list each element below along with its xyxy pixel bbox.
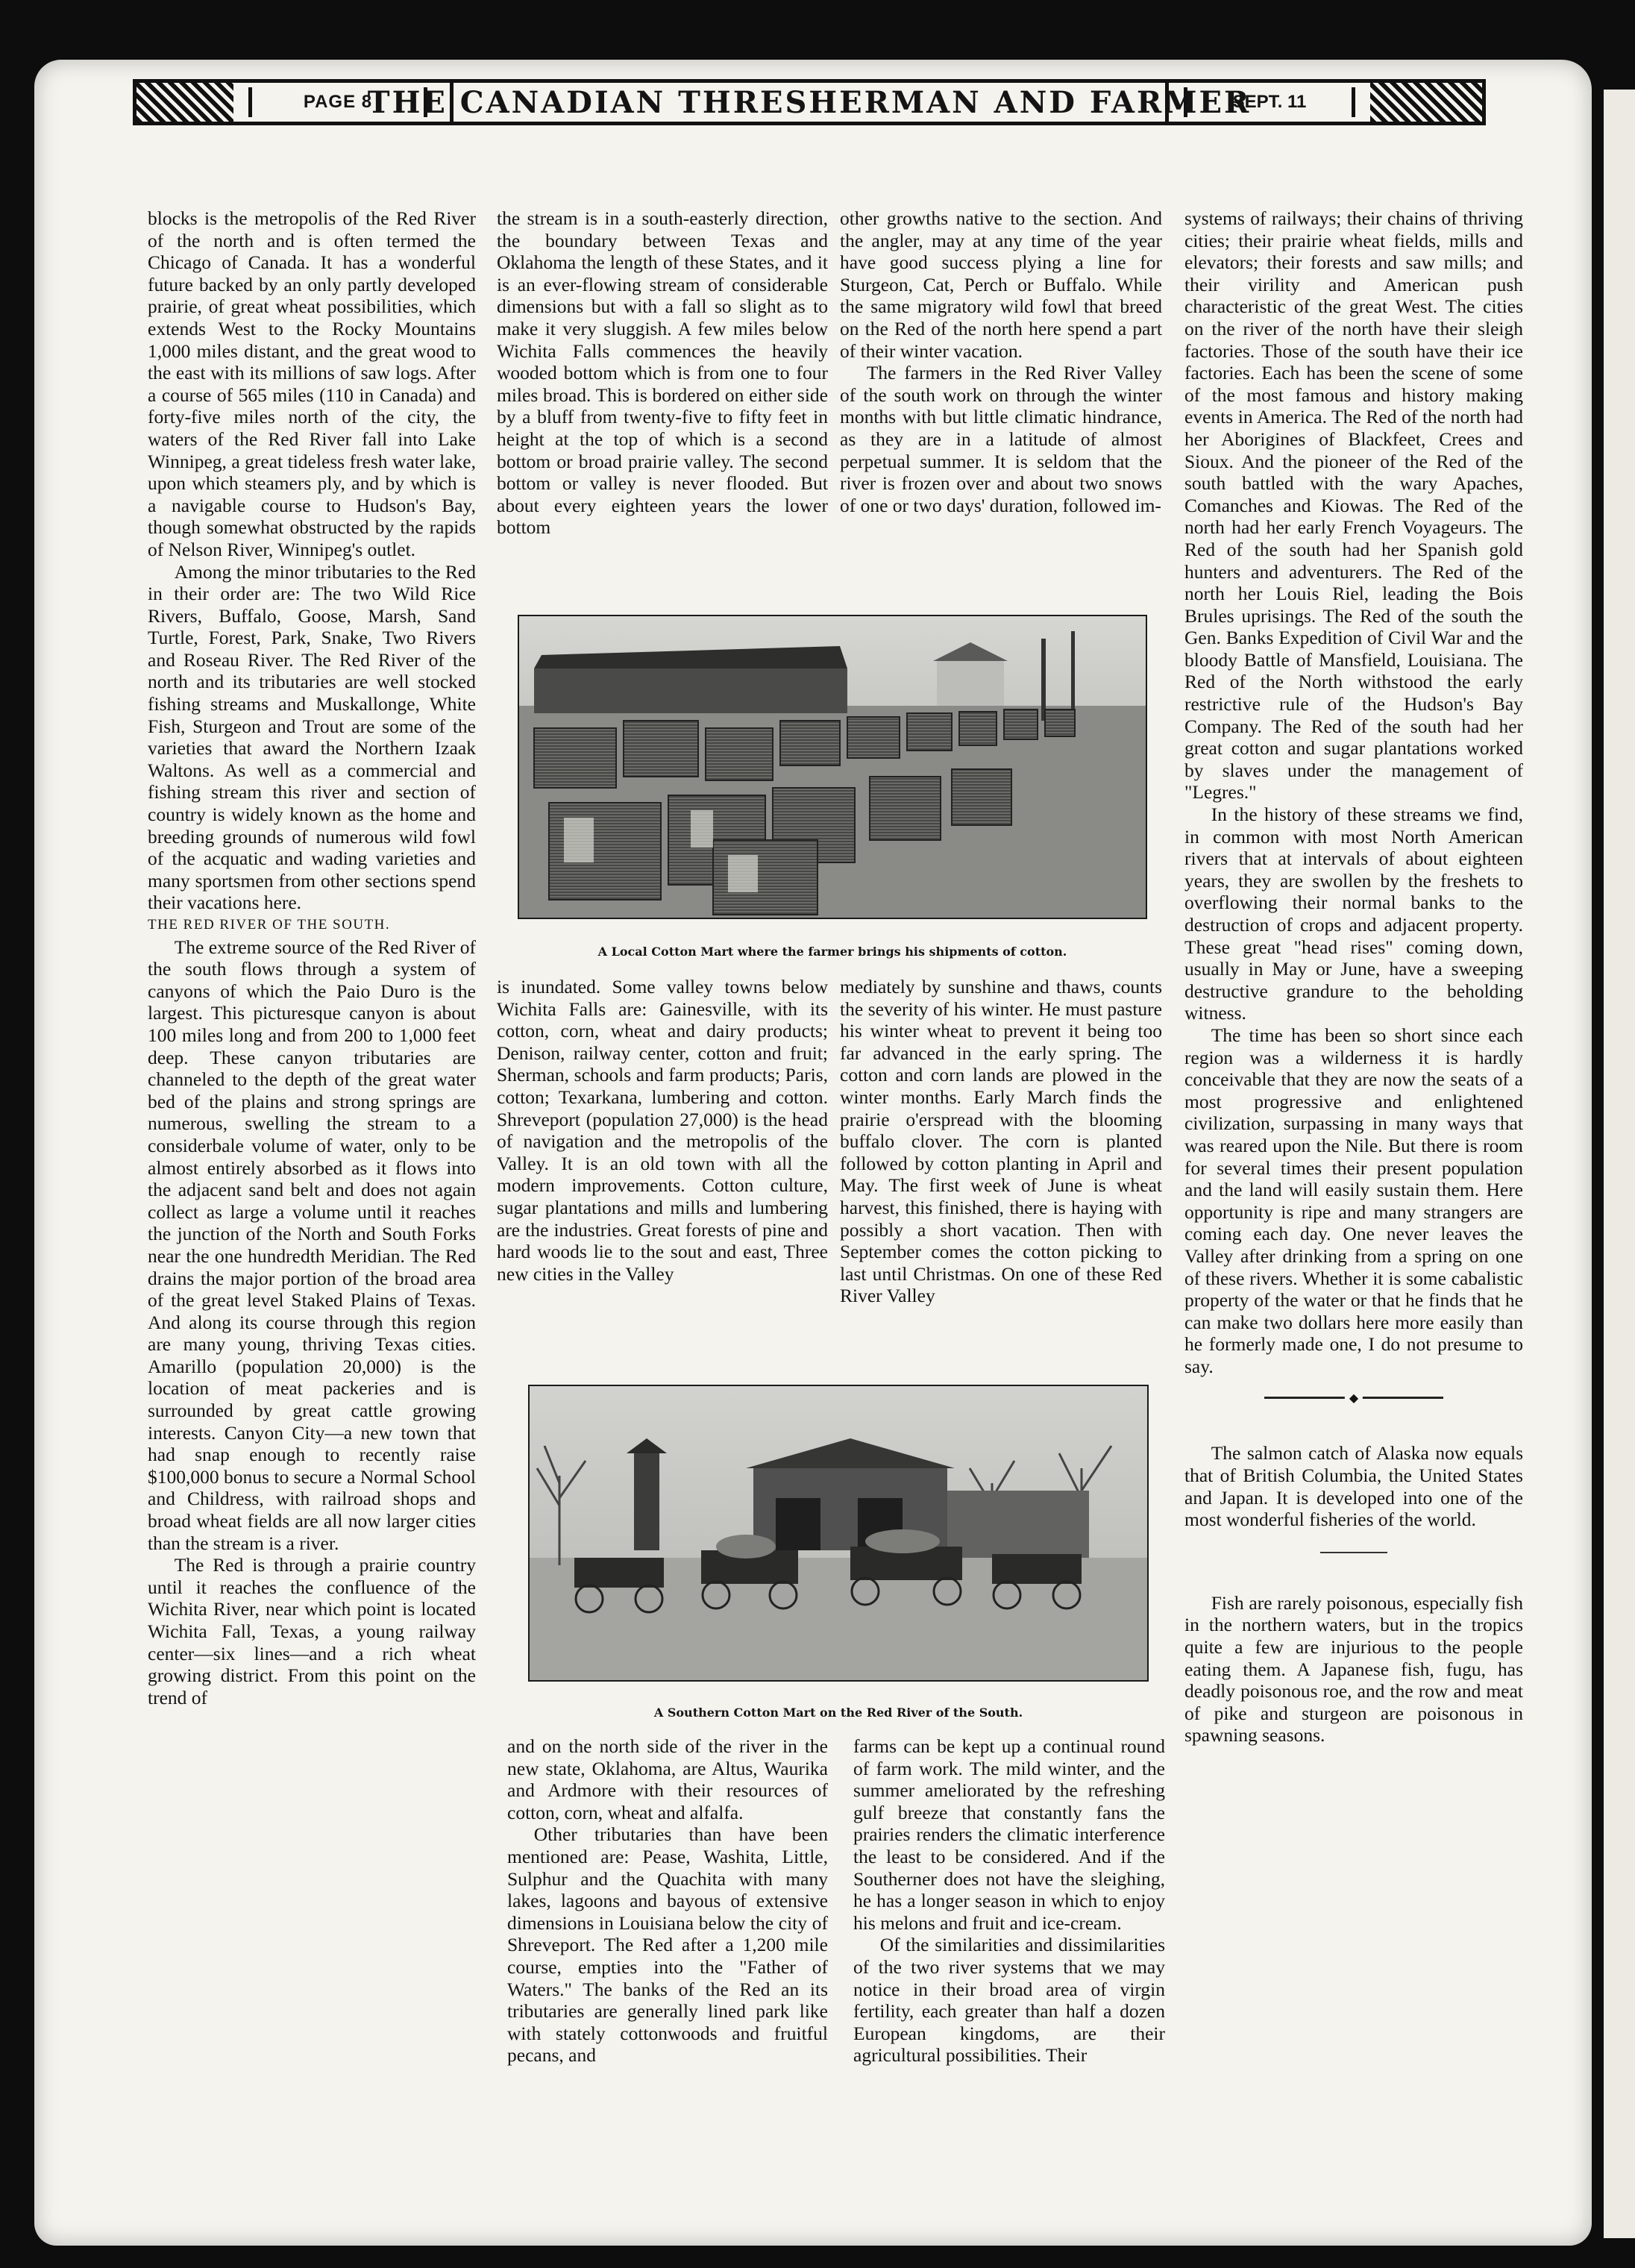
- issue-date: SEPT. 11: [1184, 87, 1355, 117]
- column-2-top: [497, 207, 828, 539]
- column-3-middle: [840, 976, 1162, 1307]
- paragraph: In the history of these streams we find, in common with most North American rivers that at intervals of about eighteen years, they are swollen by the freshets to overflowing their normal banks to the destruction of crops and adjacent property. These great "head rises" coming down, usually in May or June, have a sweeping destructive grandure to the beholding witness.: [1184, 803, 1523, 1024]
- next-page-edge: [1604, 90, 1635, 2238]
- page-number: PAGE 8: [248, 87, 427, 117]
- paragraph: mediately by sunshine and thaws, counts the severity of his winter. He must pasture his winter wheat to prevent it being too far advanced in the early spring. The cotton and corn lands are plowed in the winter months. Early March finds the prairie o'erspread with the blooming buffalo clover. The corn is planted followed by cotton planting in April and May. The first week of June is wheat harvest, this finished, there is haying with possibly a short vacation. Then with September comes the cotton picking to last until Christmas. On one of these Red River Valley: [840, 976, 1162, 1307]
- ornament-right-icon: [1370, 83, 1482, 122]
- column-3-bottom: [853, 1735, 1165, 2067]
- column-4: [1184, 207, 1523, 1747]
- paragraph: and on the north side of the river in the new state, Oklahoma, are Altus, Waurika and Ardmore with their resources of cotton, corn, wheat and alfalfa.: [507, 1735, 828, 1823]
- paragraph: blocks is the metropolis of the Red River of the north and is often termed the Chicago of Canada. It has a wonderful future backed by an only partly developed prairie, of great wheat possibilities, which extends West to the Rocky Mountains 1,000 miles distant, and the great wood to the east with its millions of saw logs. After a course of 565 miles (110 in Canada) and forty-five miles north of the city, the waters of the Red River fall into Lake Winnipeg, a great tideless fresh water lake, upon which steamers ply, and by which is a navigable course to Hudson's Bay, though somewhat obstructed by the rapids of Nelson River, Winnipeg's outlet.: [148, 207, 476, 560]
- paragraph: The Red is through a prairie country until it reaches the confluence of the Wichita River, near which point is located Wichita Fall, Texas, a young railway center—six lines—and a rich wheat growing district. From this point on the trend of: [148, 1554, 476, 1708]
- photo-caption: A Southern Cotton Mart on the Red River of the South.: [653, 1705, 1023, 1720]
- cotton-bales-image: [519, 616, 1146, 918]
- ornament-left-icon: [136, 83, 233, 122]
- paragraph: The extreme source of the Red River of the south flows through a system of canyons of which the Paio Duro is the largest. This picturesque canyon is about 100 miles long and from 200 to 1,000 feet deep. These canyon tributaries are channeled to the depth of the great water bed of the plains and strong springs are numerous, swelling the stream to a considerbale volume of water, only to be almost entirely absorbed as it flows into the adjacent sand belt and does not again collect as large a volume until it reaches the junction of the North and South Forks near the one hundredth Meridian. The Red drains the major portion of the broad area of the great level Staked Plains of Texas. And along its course through this region are many young, thriving Texas cities. Amarillo (population 20,000) is the location of meat packeries and is surrounded by great cattle growing interests. Canyon City—a new town that had snap enough to recently raise $100,000 bonus to secure a Normal School and Childress, with railroad shops and broad wheat fields are all now larger cities than the stream is a river.: [148, 936, 476, 1554]
- masthead: [133, 79, 1486, 125]
- paragraph: Other tributaries than have been mentioned are: Pease, Washita, Little, Sulphur and the Quachita with many lakes, lagoons and bayous of extensive dimensions in Louisiana below the city of Shreveport. The Red after a 1,200 mile course, empties into the "Father of Waters." The banks of the Red an its tributaries are generally lined park like with stately cottonwoods and fruitful pecans, and: [507, 1823, 828, 2067]
- paragraph: The time has been so short since each region was a wilderness it is hardly conceivable that they are now the seats of a most progressive and enlightened civilization, surpassing in many ways that was reared upon the Nile. But there is room for several times their present population and the land will easily sustain them. Here opportunity is ripe and many strangers are coming each day. One never leaves the Valley after drinking from a spring on one of these rivers. Whether it is some cabalistic property of the water or that he finds that he can make two dollars here more easily than he formerly made one, I do not presume to say.: [1184, 1024, 1523, 1377]
- paragraph: Among the minor tributaries to the Red in their order are: The two Wild Rice Rivers, Buffalo, Goose, Marsh, Sand Turtle, Forest, Park, Snake, Two Rivers and Roseau River. The Red River of the north and its tributaries are well stocked fishing streams and Muskallonge, White Fish, Sturgeon and Trout are some of the varieties that award the Northern Izaak Waltons. As well as a commercial and fishing stream this river and section of country is widely known as the home and breeding grounds of numerous wild fowl of the acquatic and wading varieties and many sportsmen from other sections spend their vacations here.: [148, 560, 476, 914]
- southern-cotton-mart-photo: [528, 1385, 1149, 1682]
- section-heading: THE RED RIVER OF THE SOUTH.: [148, 917, 391, 933]
- column-2-bottom: [507, 1735, 828, 2067]
- newspaper-title: THE CANADIAN THRESHERMAN AND FARMER: [450, 83, 1169, 122]
- wagons-image: [530, 1386, 1147, 1680]
- paragraph: the stream is in a south-easterly direction, the boundary between Texas and Oklahoma the length of these States, and it is an ever-flowing stream of considerable dimensions but with a fall so slight as to make it very sluggish. A few miles below Wichita Falls commences the heavily wooded bottom which is from one to four miles broad. This is bordered on either side by a bluff from twenty-five to fifty feet in height at the top of which is a second bottom or broad prairie valley. The second bottom or valley is never flooded. But about every eighteen years the lower bottom: [497, 207, 828, 539]
- column-3-top: [840, 207, 1162, 516]
- short-rule: [1320, 1552, 1387, 1553]
- cotton-mart-photo: [518, 615, 1147, 919]
- column-2-middle: [497, 976, 828, 1285]
- paragraph: systems of railways; their chains of thriving cities; their prairie wheat fields, mills and elevators; their forests and saw mills; and their virility and American push characteristic of the great West. The cities on the river of the north have their sleigh factories. Those of the south have their ice factories. Each has been the scene of some of the most famous and history making events in America. The Red of the north had her Aborigines of Blackfeet, Crees and Sioux. And the pioneer of the Red of the south battled with the wary Apaches, Comanches and Kiowas. The Red of the north had her early French Voyageurs. The Red of the south had her Spanish gold hunters and adventurers. The Red of the north her Louis Riel, leading the Bois Brules uprisings. The Red of the south the Gen. Banks Expedition of Civil War and the bloody Battle of Mansfield, Louisiana. The Red of the North withstood the early restrictive rule of the Hudson's Bay Company. The Red of the south had her great cotton and sugar plantations worked by slaves under the management of "Legres.": [1184, 207, 1523, 803]
- ornamental-divider: [1264, 1397, 1443, 1399]
- photo-caption: A Local Cotton Mart where the farmer brings his shipments of cotton.: [597, 945, 1067, 959]
- paragraph: farms can be kept up a continual round of farm work. The mild winter, and the summer ameliorated by the refreshing gulf breeze that constantly fans the prairies renders the climatic interference the least to be considered. And if the Southerner does not have the sleighing, he has a longer season in which to enjoy his melons and fruit and ice-cream.: [853, 1735, 1165, 1934]
- paragraph: Of the similarities and dissimilarities of the two river systems that we may notice in their broad area of virgin fertility, each greater than half a dozen European kingdoms, are their agricultural possibilities. Their: [853, 1934, 1165, 2067]
- column-1: [148, 207, 476, 1708]
- paragraph: Fish are rarely poisonous, especially fish in the northern waters, but in the tropics quite a few are injurious to the people eating them. A Japanese fish, fugu, has deadly poisonous roe, and the row and meat of pike and sturgeon are poisonous in spawning seasons.: [1184, 1591, 1523, 1747]
- paragraph: The salmon catch of Alaska now equals that of British Columbia, the United States and Japan. It is developed into one of the most wonderful fisheries of the world.: [1184, 1442, 1523, 1531]
- paragraph: is inundated. Some valley towns below Wichita Falls are: Gainesville, with its cotton, corn, wheat and dairy products; Denison, railway center, cotton and fruit; Sherman, schools and farm products; Paris, cotton; Texarkana, lumbering and cotton. Shreveport (population 27,000) is the head of navigation and the metropolis of the Valley. It is an old town with all the modern improvements. Cotton culture, sugar plantations and mills and lumbering are the industries. Great forests of pine and hard woods lie to the sout and east, Three new cities in the Valley: [497, 976, 828, 1285]
- paragraph: The farmers in the Red River Valley of the south work on through the winter months with but little climatic hindrance, as they are in a latitude of almost perpetual summer. It is seldom that the river is frozen over and about two snows of one or two days' duration, followed im-: [840, 362, 1162, 516]
- paragraph: other growths native to the section. And the angler, may at any time of the year have good success plying a line for Sturgeon, Cat, Perch or Buffalo. While the same migratory wild fowl that breed on the Red of the north here spend a part of their winter vacation.: [840, 207, 1162, 362]
